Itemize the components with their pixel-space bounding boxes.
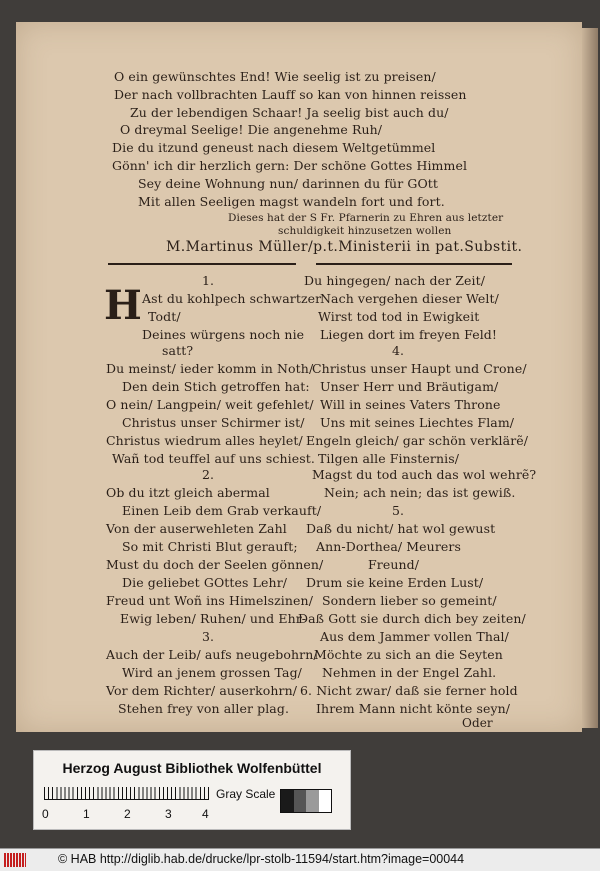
verse-line: Nein; ach nein; das ist gewiß.	[324, 485, 516, 500]
verse-line: Christus unser Schirmer ist/	[122, 415, 305, 430]
verse-line: Einen Leib dem Grab verkauft/	[122, 503, 322, 518]
next-page-edge	[582, 28, 598, 728]
verse-line: Auch der Leib/ aufs neugebohrn/	[106, 647, 318, 662]
hab-logo-icon	[4, 853, 26, 867]
verse-line: Christus wiedrum alles heylet/	[106, 433, 303, 448]
verse-line: satt?	[162, 343, 194, 358]
poem-line: Sey deine Wohnung nun/ darinnen du für GOtt	[138, 176, 439, 191]
verse-line: Liegen dort im freyen Feld!	[320, 327, 498, 342]
verse-line: Drum sie keine Erden Lust/	[306, 575, 484, 590]
stanza-number: 1.	[202, 273, 215, 288]
verse-line: Den dein Stich getroffen hat:	[122, 379, 310, 394]
verse-line: Freund/	[368, 557, 420, 572]
verse-line: Must du doch der Seelen gönnen/	[106, 557, 324, 572]
verse-line: Wird an jenem grossen Tag/	[122, 665, 302, 680]
verse-line: Ob du itzt gleich abermal	[106, 485, 270, 500]
library-name: Herzog August Bibliothek Wolfenbüttel	[62, 760, 322, 776]
author-signature: M.Martinus Müller/p.t.Ministerii in pat.Substit.	[166, 239, 523, 255]
verse-line: Ann-Dorthea/ Meurers	[316, 539, 461, 554]
document-page	[16, 22, 582, 732]
stanza-number: 4.	[392, 343, 405, 358]
gray-swatch	[306, 790, 319, 812]
verse-line: Möchte zu sich an die Seyten	[314, 647, 503, 662]
stanza-number: 5.	[392, 503, 405, 518]
verse-line: Nach vergehen dieser Welt/	[320, 291, 499, 306]
gray-scale-label: Gray Scale	[216, 787, 276, 801]
copyright-url-text[interactable]: © HAB http://diglib.hab.de/drucke/lpr-stolb-11594/start.htm?image=00044	[58, 852, 465, 866]
ruler-number: 1	[83, 807, 90, 821]
verse-line: Deines würgens noch nie	[142, 327, 305, 342]
verse-line: Wañ tod teuffel auf uns schiest.	[112, 451, 315, 466]
dedication-line: schuldigkeit hinzusetzen wollen	[278, 225, 452, 237]
verse-line: Wirst tod tod in Ewigkeit	[318, 309, 480, 324]
ruler-number: 0	[42, 807, 49, 821]
verse-line: Daß Gott sie durch dich bey zeiten/	[298, 611, 526, 626]
poem-line: Zu der lebendigen Schaar! Ja seelig bist auch du/	[130, 105, 449, 120]
verse-line: 6. Nicht zwar/ daß sie ferner hold	[300, 683, 518, 698]
drop-cap: H	[104, 282, 142, 329]
verse-line: Sondern lieber so gemeint/	[322, 593, 497, 608]
ruler-number: 4	[202, 807, 209, 821]
verse-line: Ast du kohlpech schwartzer	[142, 291, 322, 306]
verse-line: Stehen frey von aller plag.	[118, 701, 290, 716]
verse-line: Die geliebet GOttes Lehr/	[122, 575, 288, 590]
verse-line: Nehmen in der Engel Zahl.	[322, 665, 497, 680]
gray-swatch	[281, 790, 294, 812]
verse-line: Von der auserwehleten Zahl	[106, 521, 287, 536]
verse-line: Aus dem Jammer vollen Thal/	[320, 629, 509, 644]
verse-line: Tilgen alle Finsternis/	[318, 451, 460, 466]
verse-line: Uns mit seines Liechtes Flam/	[320, 415, 515, 430]
verse-line: Vor dem Richter/ auserkohrn/	[106, 683, 298, 698]
library-label-card	[33, 750, 351, 830]
poem-line: O dreymal Seelige! Die angenehme Ruh/	[120, 122, 383, 137]
verse-line: Daß du nicht/ hat wol gewust	[306, 521, 496, 536]
ruler-number: 2	[124, 807, 131, 821]
verse-line: Ihrem Mann nicht könte seyn/	[316, 701, 511, 716]
gray-swatch	[319, 790, 332, 812]
verse-line: Christus unser Haupt und Crone/	[312, 361, 527, 376]
catchword: Oder	[462, 716, 493, 730]
gray-scale-swatches	[280, 789, 332, 813]
verse-line: Magst du tod auch das wol wehrẽ?	[312, 467, 537, 482]
verse-line: Freud unt Woñ ins Himelszinen/	[106, 593, 314, 608]
dedication-line: Dieses hat der S Fr. Pfarnerin zu Ehren aus letzter	[228, 212, 504, 224]
poem-line: Die du itzund geneust nach diesem Weltgetümmel	[112, 140, 436, 155]
verse-line: Engeln gleich/ gar schön verklärẽ/	[306, 433, 529, 448]
footer-bar	[0, 848, 600, 871]
verse-line: Unser Herr und Bräutigam/	[320, 379, 499, 394]
divider-rule-right	[316, 263, 512, 265]
divider-rule-left	[108, 263, 296, 265]
verse-line: Du hingegen/ nach der Zeit/	[304, 273, 486, 288]
poem-line: Der nach vollbrachten Lauff so kan von hinnen reissen	[114, 87, 467, 102]
ruler-scale	[44, 787, 209, 800]
verse-line: Du meinst/ ieder komm in Noth/	[106, 361, 314, 376]
poem-line: O ein gewünschtes End! Wie seelig ist zu preisen/	[114, 69, 436, 84]
verse-line: O nein/ Langpein/ weit gefehlet/	[106, 397, 314, 412]
ruler-number: 3	[165, 807, 172, 821]
gray-swatch	[294, 790, 307, 812]
stanza-number: 3.	[202, 629, 215, 644]
stanza-number: 2.	[202, 467, 215, 482]
verse-line: Ewig leben/ Ruhen/ und Ehr-	[120, 611, 307, 626]
verse-line: Todt/	[148, 309, 181, 324]
verse-line: Will in seines Vaters Throne	[320, 397, 501, 412]
poem-line: Mit allen Seeligen magst wandeln fort und fort.	[138, 194, 445, 209]
verse-line: So mit Christi Blut gerauft;	[122, 539, 298, 554]
poem-line: Gönn' ich dir herzlich gern: Der schöne Gottes Himmel	[112, 158, 468, 173]
